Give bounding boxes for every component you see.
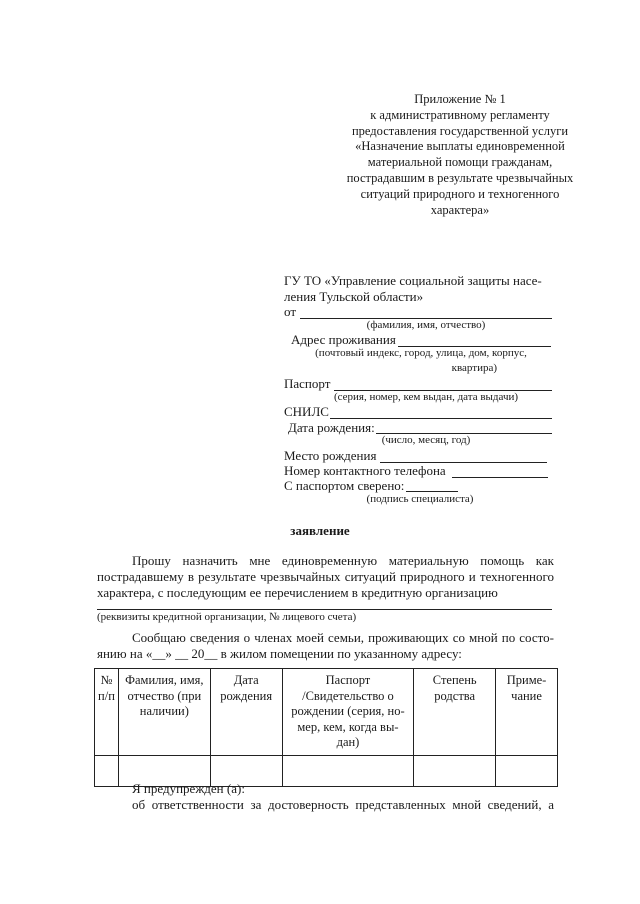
header-text: п/п (98, 688, 115, 703)
header-text: Приме- (506, 673, 547, 687)
family-line-1: Сообщаю сведения о членах моей семьи, проживающих со мной по состо- (132, 630, 554, 645)
header-text: отчество (при (127, 688, 202, 703)
from-label: от (284, 304, 297, 319)
appendix-line: ситуаций природного и техногенного (360, 186, 560, 201)
header-text: наличии) (139, 704, 189, 718)
address-hint-2-text: квартира) (451, 362, 497, 374)
appendix-line: к административному регламенту (370, 107, 550, 122)
request-line-3: характера, с последующим ее перечислением в кредитную организацию (97, 585, 498, 600)
appendix-line: материальной помощи гражданам, (367, 155, 553, 170)
header-text: Фамилия, имя, (125, 673, 204, 687)
phone-underline (452, 477, 548, 478)
header-cell-note (496, 669, 558, 756)
header-text: мер, кем, когда вы- (297, 719, 399, 734)
header-text: /Свидетельство о (302, 688, 394, 703)
appendix-line: характера» (430, 202, 490, 217)
phone-label: Номер контактного телефона (284, 463, 446, 478)
header-text: рождения (220, 688, 273, 703)
header-text: родства (434, 688, 476, 703)
family-line-2: янию на «__» __ 20__ в жилом помещении по указанному адресу: (97, 646, 462, 661)
address-hint-1: (почтовый индекс, город, улица, дом, корпус, (315, 347, 527, 359)
header-text: № (100, 673, 113, 687)
appendix-line: «Назначение выплаты единовременной (355, 139, 565, 154)
birth-place-label: Место рождения (284, 448, 377, 463)
table-header-row (95, 669, 558, 756)
header-cell-number (95, 669, 119, 756)
request-line-1: Прошу назначить мне единовременную материальную помощь как (132, 553, 554, 568)
verified-label: С паспортом сверено: (284, 478, 405, 493)
header-cell-full-name (118, 669, 210, 756)
header-cell-birth-date (210, 669, 282, 756)
family-members-table (94, 668, 558, 787)
org-name-line1: ГУ ТО «Управление социальной защиты насе- (284, 273, 542, 288)
birth-date-hint: (число, месяц, год) (381, 434, 471, 446)
birth-date-label: Дата рождения: (288, 420, 375, 435)
table-cell[interactable] (496, 756, 558, 787)
passport-label: Паспорт (284, 376, 331, 391)
appendix-line: предоставления государственной услуги (351, 123, 569, 138)
verified-hint: (подпись специалиста) (366, 493, 474, 505)
passport-hint: (серия, номер, кем выдан, дата выдачи) (333, 391, 519, 403)
header-text: рождении (серия, но- (291, 704, 405, 718)
address-hint-2 (290, 362, 552, 374)
warning-line-1: Я предупрежден (а): (132, 781, 245, 796)
snils-underline (330, 418, 552, 419)
header-text: Степень (432, 673, 477, 687)
header-text: Паспорт (325, 673, 371, 687)
header-cell-passport (282, 669, 414, 756)
appendix-line: пострадавшим в результате чрезвычайных (346, 170, 574, 185)
bank-underline (97, 609, 552, 610)
table-cell[interactable] (282, 756, 414, 787)
header-cell-relationship (414, 669, 496, 756)
org-name-line2: ления Тульской области» (284, 289, 424, 304)
bank-hint: (реквизиты кредитной организации, № лицевого счета) (97, 611, 357, 623)
statement-title: заявление (290, 523, 350, 538)
appendix-header (330, 92, 590, 218)
address-label: Адрес проживания (291, 332, 396, 347)
header-text: дан) (336, 735, 360, 749)
table-cell[interactable] (95, 756, 119, 787)
header-text: чание (511, 688, 542, 703)
header-text: Дата (233, 673, 259, 687)
warning-line-2: об ответственности за достоверность представленных мной сведений, а (132, 797, 554, 812)
appendix-line: Приложение № 1 (414, 92, 506, 106)
from-hint: (фамилия, имя, отчество) (366, 319, 486, 331)
request-line-2: пострадавшему в результате чрезвычайных ситуаций природного и техногенного (97, 569, 554, 584)
table-cell[interactable] (414, 756, 496, 787)
verified-underline (406, 491, 458, 492)
snils-label: СНИЛС (284, 404, 329, 419)
